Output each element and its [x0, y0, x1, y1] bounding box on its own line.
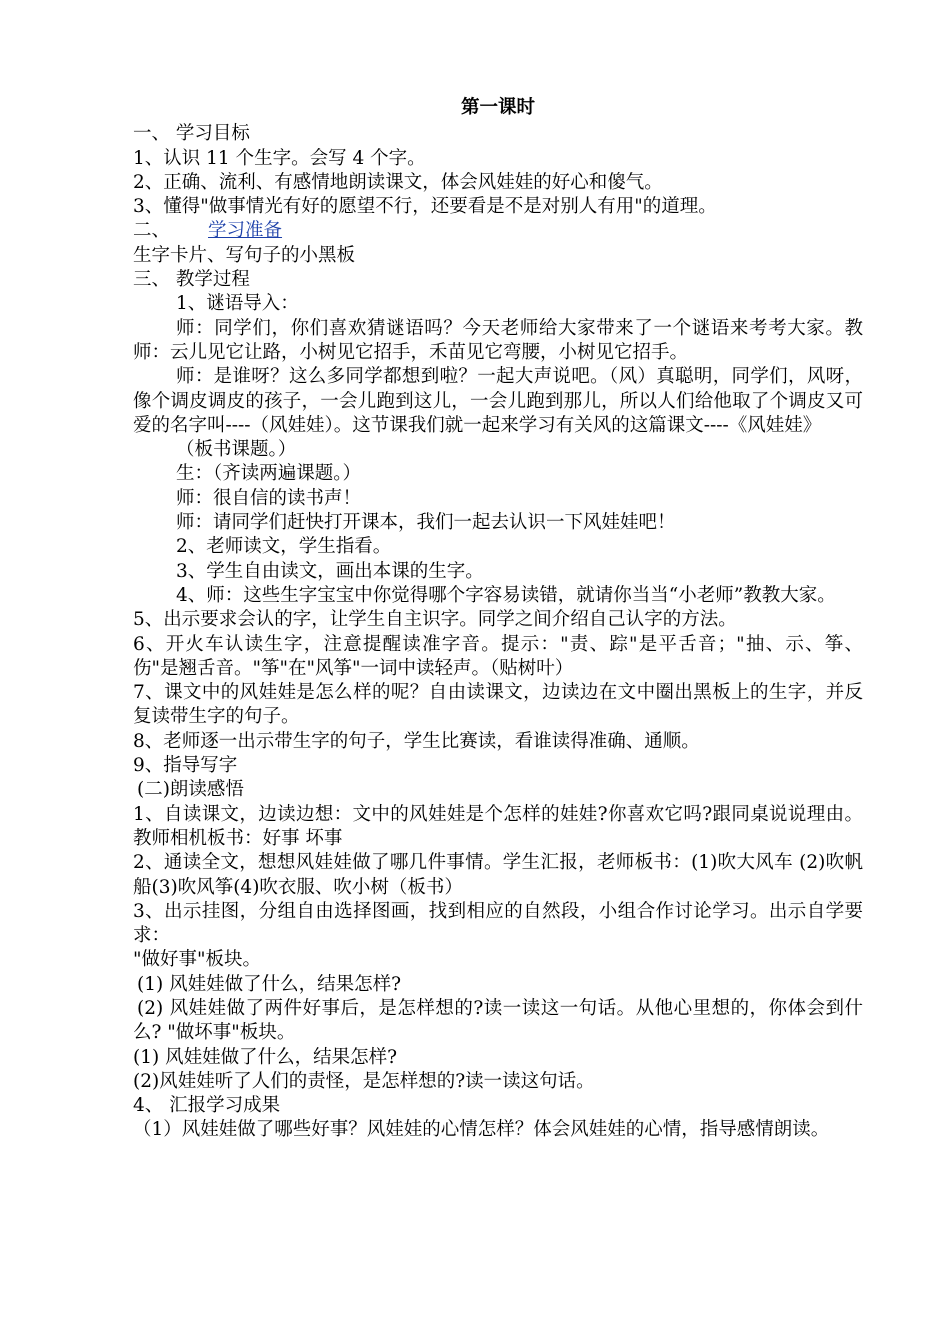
paragraph: 8、老师逐一出示带生字的句子，学生比赛读，看谁读得准确、通顺。	[133, 730, 700, 752]
goal-item: 3、懂得"做事情光有好的愿望不行，还要看是不是对别人有用"的道理。	[133, 196, 717, 218]
prep-text: 生字卡片、写句子的小黑板	[133, 244, 356, 266]
paragraph: 2、老师读文，学生指看。	[176, 536, 392, 558]
paragraph: 师：同学们，你们喜欢猜谜语吗？今天老师给大家带来了一个谜语来考考大家。教师：云儿见它让路，小树见它招手，禾苗见它弯腰，小树见它招手。	[133, 317, 863, 363]
paragraph: 师：是谁呀？这么多同学都想到啦？一起大声说吧。（风）真聪明，同学们，风呀，像个调皮调皮的孩子，一会儿跑到这儿，一会儿跑到那儿，所以人们给他取了个调皮又可爱的名字叫----（风娃娃）。这节课我们就一起来学习有关风的这篇课文----《风娃娃》	[133, 366, 863, 436]
goals-heading: 一、 学习目标	[133, 123, 250, 145]
process-heading: 三、 教学过程	[133, 269, 250, 291]
lesson-title: 第一课时	[460, 97, 535, 118]
paragraph: 3、出示挂图，分组自由选择图画，找到相应的自然段，小组合作讨论学习。出示自学要求：	[133, 900, 863, 947]
paragraph: 师：请同学们赶快打开课本，我们一起去认识一下风娃娃吧！	[176, 512, 676, 534]
paragraph: 9、指导写字	[133, 755, 238, 777]
paragraph: (2)风娃娃听了人们的责怪，是怎样想的?读一读这句话。	[133, 1070, 595, 1092]
paragraph: (2) 风娃娃做了两件好事后，是怎样想的?读一读这一句话。从他心里想的，你体会到什么? "做坏事"板块。	[133, 997, 863, 1044]
prep-heading	[133, 219, 863, 243]
goal-item: 2、正确、流利、有感情地朗读课文，体会风娃娃的好心和傻气。	[133, 171, 663, 193]
paragraph: 1、自读课文，边读边想：文中的风娃娃是个怎样的娃娃?你喜欢它吗?跟同桌说说理由。教师相机板书：好事 坏事	[133, 803, 863, 849]
paragraph: 4、师：这些生字宝宝中你觉得哪个字容易读错，就请你当当“小老师”教教大家。	[176, 584, 836, 606]
paragraph: "做好事"板块。	[133, 949, 262, 971]
paragraph: 7、课文中的风娃娃是怎么样的呢？自由读课文，边读边在文中圈出黑板上的生字，并反复读带生字的句子。	[133, 682, 863, 728]
goal-item: 1、认识 11 个生字。会写 4 个字。	[133, 147, 426, 169]
paragraph: 师：很自信的读书声！	[176, 487, 362, 509]
document-page	[133, 96, 863, 1143]
paragraph: (1) 风娃娃做了什么，结果怎样?	[133, 1046, 398, 1068]
paragraph: 1、谜语导入：	[176, 293, 299, 315]
paragraph: 2、通读全文，想想风娃娃做了哪几件事情。学生汇报，老师板书：(1)吹大风车 (2)吹帆船(3)吹风筝(4)吹衣服、吹小树（板书）	[133, 852, 863, 898]
paragraph: 3、学生自由读文，画出本课的生字。	[176, 560, 484, 582]
paragraph: (二)朗读感悟	[137, 779, 244, 801]
prep-link[interactable]: 学习准备	[208, 220, 283, 242]
paragraph: 5、出示要求会认的字，让学生自主识字。同学之间介绍自己认字的方法。	[133, 609, 737, 631]
paragraph: 生：（齐读两遍课题。）	[176, 463, 362, 485]
paragraph: 4、 汇报学习成果	[133, 1095, 281, 1117]
prep-number: 二、	[133, 220, 171, 242]
paragraph: （板书课题。）	[176, 439, 297, 461]
paragraph: 6、开火车认读生字，注意提醒读准字音。提示："责、踪"是平舌音；"抽、示、筝、伤"是翘舌音。"筝"在"风筝"一词中读轻声。（贴树叶）	[133, 633, 863, 679]
paragraph: (1) 风娃娃做了什么，结果怎样?	[137, 973, 402, 995]
paragraph: （1）风娃娃做了哪些好事？风娃娃的心情怎样？体会风娃娃的心情，指导感情朗读。	[133, 1119, 830, 1141]
